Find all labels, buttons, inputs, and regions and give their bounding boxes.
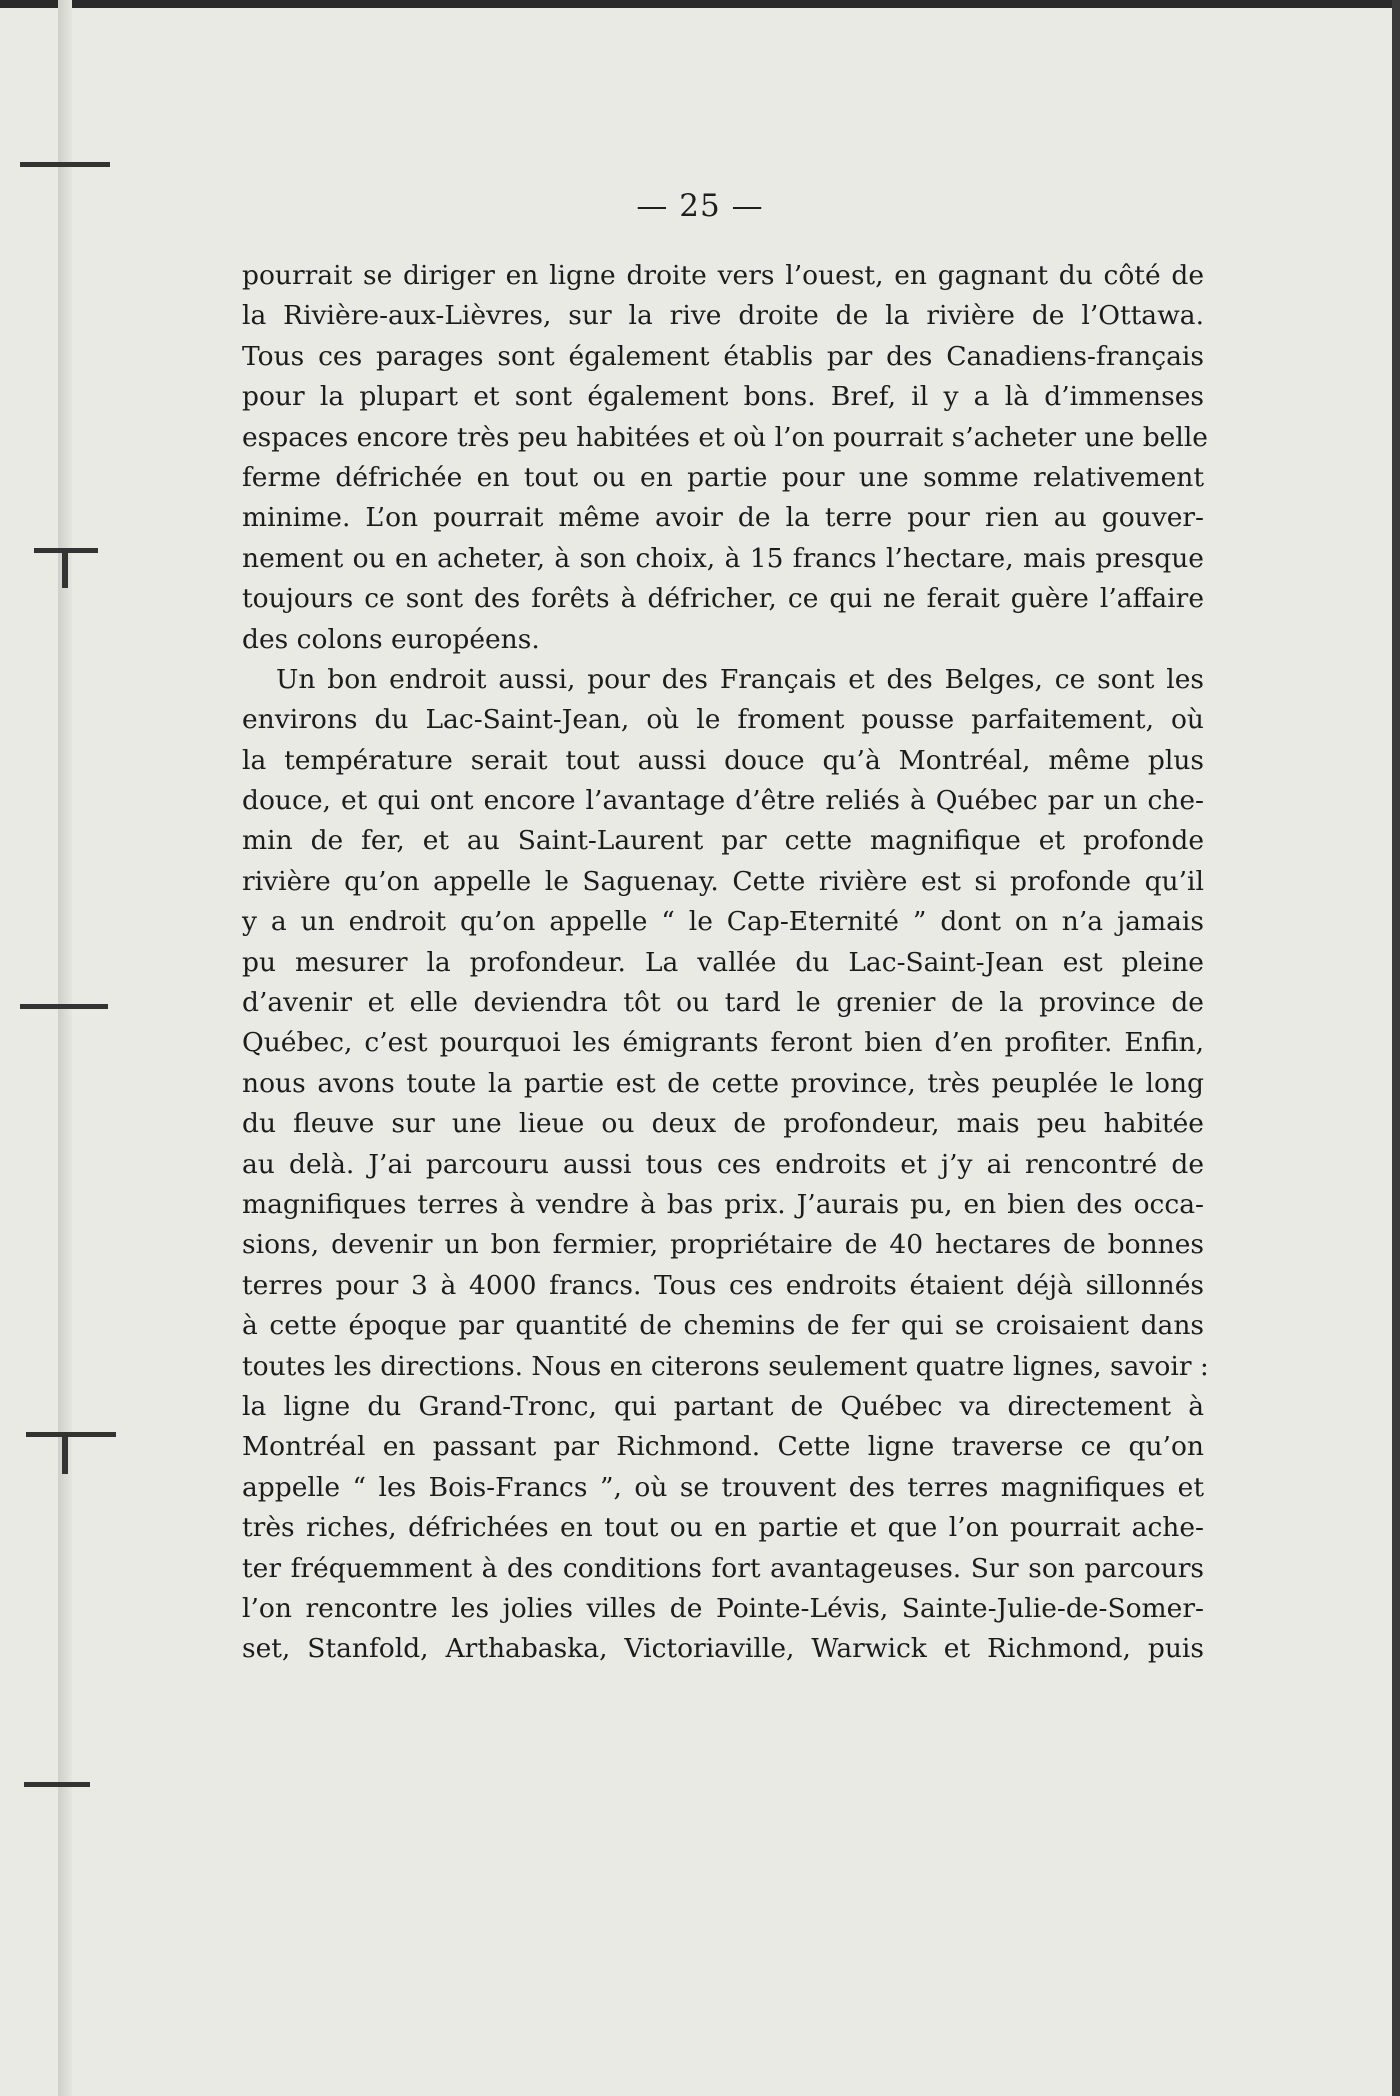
text-line: rivière qu’on appelle le Saguenay. Cette rivière est si profonde qu’il (242, 865, 1204, 897)
text-line: nement ou en acheter, à son choix, à 15 francs l’hectare, mais presque (242, 542, 1204, 574)
body-text (242, 256, 1209, 1670)
text-line: toujours ce sont des forêts à défricher, ce qui ne ferait guère l’affaire (242, 583, 1204, 615)
paragraph (242, 660, 1209, 1670)
binding-stitch (62, 548, 68, 588)
text-line: environs du Lac-Saint-Jean, où le froment pousse parfaitement, où (242, 704, 1204, 736)
text-line: minime. L’on pourrait même avoir de la terre pour rien au gouver- (242, 502, 1204, 534)
binding-stitch (24, 1782, 90, 1787)
text-line: ter fréquemment à des conditions fort avantageuses. Sur son parcours (242, 1552, 1204, 1584)
text-line: min de fer, et au Saint-Laurent par cette magnifique et profonde (242, 825, 1204, 857)
text-line: des colons européens. (242, 623, 540, 655)
text-line: la Rivière-aux-Lièvres, sur la rive droite de la rivière de l’Ottawa. (242, 300, 1204, 332)
text-line: appelle “ les Bois-Francs ”, où se trouvent des terres magnifiques et (242, 1471, 1204, 1503)
text-line: toutes les directions. Nous en citerons seulement quatre lignes, savoir : (242, 1350, 1209, 1382)
scan-right-edge (1392, 0, 1400, 2096)
text-line: d’avenir et elle deviendra tôt ou tard le grenier de la province de (242, 987, 1204, 1019)
binding-stitch (62, 1432, 68, 1474)
binding-stitch (26, 1432, 116, 1437)
text-line: nous avons toute la partie est de cette province, très peuplée le long (242, 1067, 1204, 1099)
text-line: set, Stanfold, Arthabaska, Victoriaville, Warwick et Richmond, puis (242, 1633, 1204, 1665)
text-line: ferme défrichée en tout ou en partie pour une somme relativement (242, 461, 1204, 493)
paragraph (242, 256, 1208, 660)
text-line: douce, et qui ont encore l’avantage d’être reliés à Québec par un che- (242, 785, 1204, 817)
text-line: magnifiques terres à vendre à bas prix. J’aurais pu, en bien des occa- (242, 1188, 1204, 1220)
scan-top-edge (0, 0, 1400, 8)
binding-stitch (20, 162, 110, 167)
text-line: au delà. J’ai parcouru aussi tous ces endroits et j’y ai rencontré de (242, 1148, 1204, 1180)
text-line: pu mesurer la profondeur. La vallée du Lac-Saint-Jean est pleine (242, 946, 1204, 978)
text-line: sions, devenir un bon fermier, propriétaire de 40 hectares de bonnes (242, 1229, 1204, 1261)
text-line: pour la plupart et sont également bons. Bref, il y a là d’immenses (242, 381, 1204, 413)
text-line: Montréal en passant par Richmond. Cette ligne traverse ce qu’on (242, 1431, 1204, 1463)
text-line: terres pour 3 à 4000 francs. Tous ces endroits étaient déjà sillonnés (242, 1269, 1204, 1301)
text-line: Tous ces parages sont également établis par des Canadiens-français (242, 340, 1204, 372)
text-line: l’on rencontre les jolies villes de Pointe-Lévis, Sainte-Julie-de-Somer- (242, 1592, 1204, 1624)
text-line: à cette époque par quantité de chemins de fer qui se croisaient dans (242, 1310, 1204, 1342)
text-line: espaces encore très peu habitées et où l’on pourrait s’acheter une belle (242, 421, 1208, 453)
binding-stitch (20, 1004, 108, 1009)
text-line: la ligne du Grand-Tronc, qui partant de Québec va directement à (242, 1390, 1204, 1422)
page-number: — 25 — (636, 188, 764, 224)
text-line: Un bon endroit aussi, pour des Français et des Belges, ce sont les (276, 663, 1204, 695)
text-line: y a un endroit qu’on appelle “ le Cap-Eternité ” dont on n’a jamais (242, 906, 1204, 938)
text-line: la température serait tout aussi douce qu’à Montréal, même plus (242, 744, 1204, 776)
text-line: très riches, défrichées en tout ou en partie et que l’on pourrait ache- (242, 1512, 1204, 1544)
text-line: Québec, c’est pourquoi les émigrants feront bien d’en profiter. Enfin, (242, 1027, 1204, 1059)
text-line: pourrait se diriger en ligne droite vers l’ouest, en gagnant du côté de (242, 260, 1204, 291)
text-line: du fleuve sur une lieue ou deux de profondeur, mais peu habitée (242, 1108, 1204, 1140)
